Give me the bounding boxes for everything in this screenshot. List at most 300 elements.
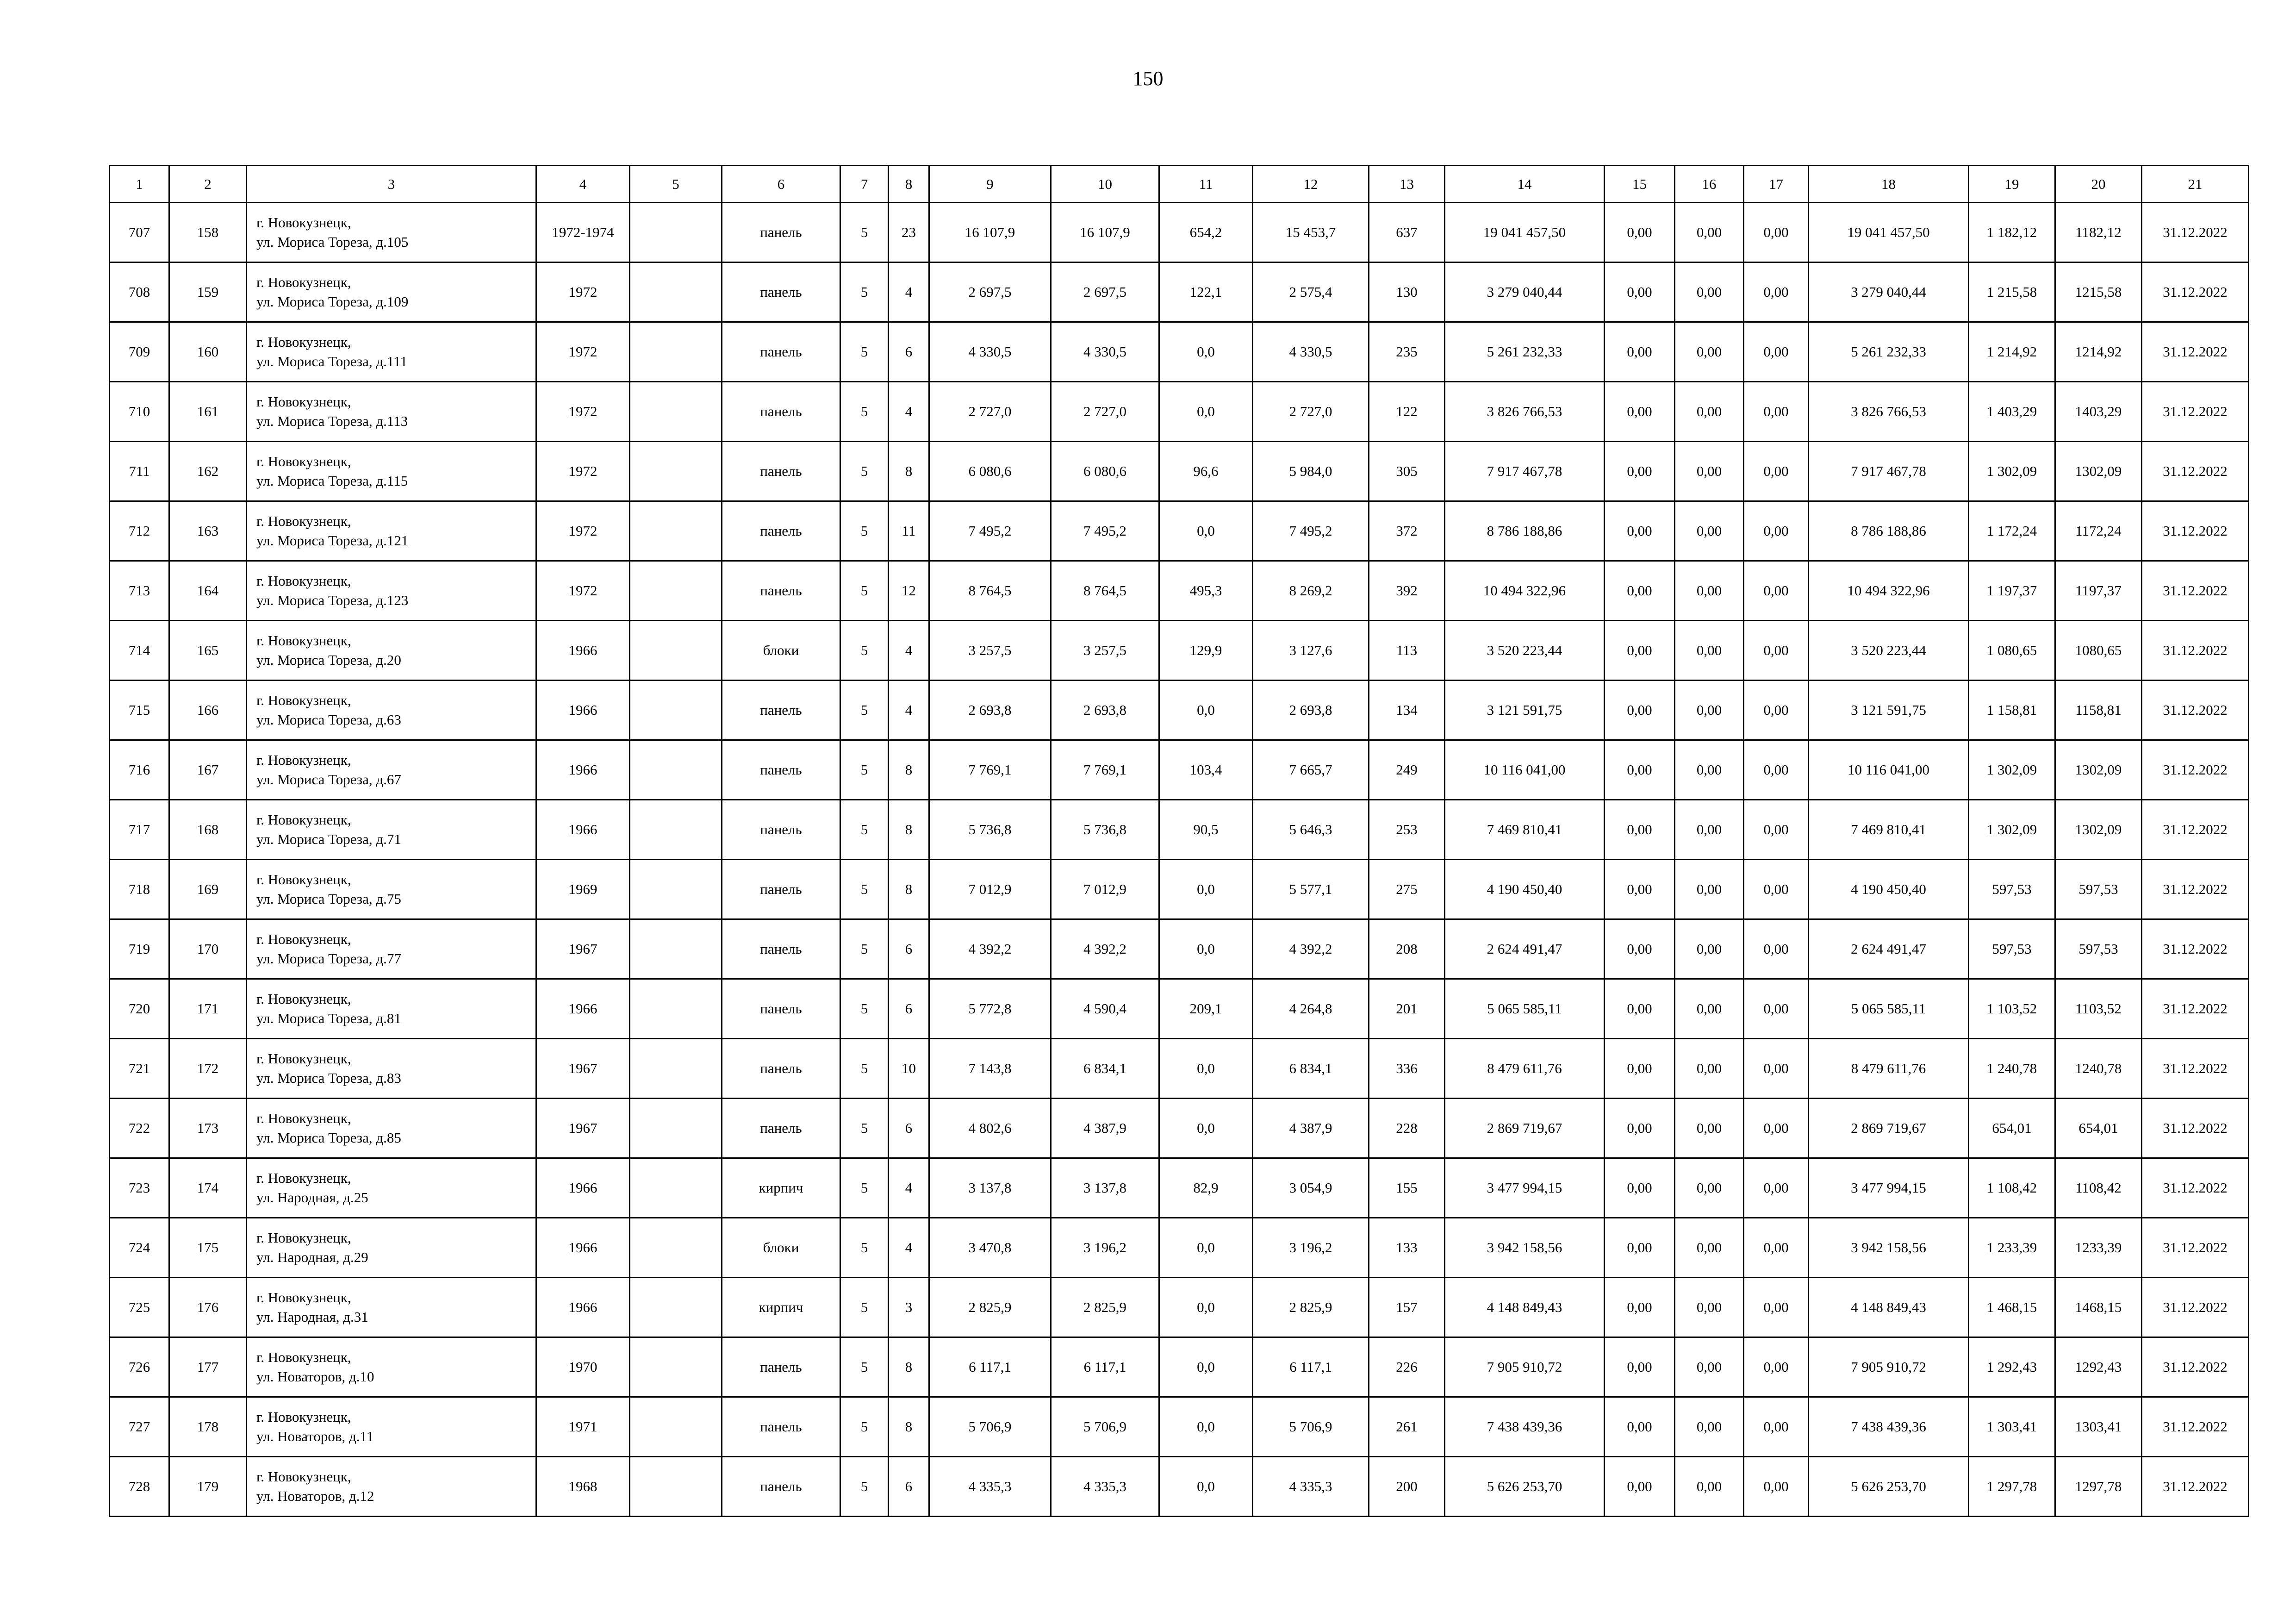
table-cell: 5	[840, 1099, 889, 1158]
address-city: г. Новокузнецк,	[256, 1409, 351, 1425]
table-cell: 0,00	[1605, 382, 1675, 442]
table-cell: 4 335,3	[1253, 1457, 1369, 1517]
table-cell: 1967	[536, 919, 630, 979]
table-cell: 0,00	[1744, 621, 1809, 681]
table-cell: 31.12.2022	[2142, 1397, 2249, 1457]
address-cell	[247, 1039, 536, 1099]
column-header: 16	[1675, 166, 1744, 203]
table-cell: 1 182,12	[1969, 203, 2055, 262]
table-cell: 4 190 450,40	[1445, 860, 1605, 919]
table-cell: 6 117,1	[1051, 1337, 1159, 1397]
table-cell: 1233,39	[2055, 1218, 2142, 1278]
table-cell: 717	[110, 800, 169, 860]
table-cell: 1 302,09	[1969, 800, 2055, 860]
table-row	[110, 1278, 2249, 1337]
table-cell: 3 196,2	[1051, 1218, 1159, 1278]
table-cell: 0,00	[1675, 262, 1744, 322]
table-cell: 7 495,2	[1253, 501, 1369, 561]
address-cell	[247, 262, 536, 322]
table-cell	[630, 1099, 722, 1158]
table-cell: 200	[1369, 1457, 1445, 1517]
table-cell: 3 127,6	[1253, 621, 1369, 681]
table-cell: 4 190 450,40	[1809, 860, 1969, 919]
table-cell	[630, 322, 722, 382]
table-cell: 597,53	[2055, 860, 2142, 919]
table-cell: 0,0	[1159, 1278, 1253, 1337]
table-cell: 4 330,5	[1253, 322, 1369, 382]
table-cell: 6 117,1	[1253, 1337, 1369, 1397]
table-cell: 0,00	[1605, 1218, 1675, 1278]
table-cell: 161	[169, 382, 247, 442]
table-cell: 4 387,9	[1051, 1099, 1159, 1158]
table-cell: 4	[889, 1218, 929, 1278]
table-cell: 0,00	[1605, 1397, 1675, 1457]
table-cell: 5	[840, 681, 889, 740]
table-cell: 10 116 041,00	[1809, 740, 1969, 800]
address-city: г. Новокузнецк,	[256, 1349, 351, 1365]
address-cell	[247, 621, 536, 681]
table-cell: 2 727,0	[929, 382, 1051, 442]
table-cell: 2 697,5	[1051, 262, 1159, 322]
table-cell: 6	[889, 979, 929, 1039]
table-cell: 5	[840, 322, 889, 382]
column-header: 19	[1969, 166, 2055, 203]
column-header: 4	[536, 166, 630, 203]
table-cell: 305	[1369, 442, 1445, 501]
address-cell	[247, 979, 536, 1039]
table-cell: 7 769,1	[929, 740, 1051, 800]
table-cell: блоки	[722, 1218, 840, 1278]
table-cell: 0,0	[1159, 1457, 1253, 1517]
table-cell	[630, 621, 722, 681]
table-cell: 5 736,8	[929, 800, 1051, 860]
table-cell: 162	[169, 442, 247, 501]
table-cell: панель	[722, 860, 840, 919]
table-cell: 1972	[536, 501, 630, 561]
address-cell	[247, 1099, 536, 1158]
table-cell: 5 772,8	[929, 979, 1051, 1039]
table-cell: 0,0	[1159, 382, 1253, 442]
table-cell: 1966	[536, 1218, 630, 1278]
table-row	[110, 1039, 2249, 1099]
table-row	[110, 1158, 2249, 1218]
table-cell: 129,9	[1159, 621, 1253, 681]
table-cell: 0,00	[1675, 322, 1744, 382]
table-row	[110, 561, 2249, 621]
table-cell: 0,0	[1159, 1218, 1253, 1278]
table-cell: 0,00	[1605, 1039, 1675, 1099]
table-cell: 721	[110, 1039, 169, 1099]
table-cell: 249	[1369, 740, 1445, 800]
address-street: ул. Мориса Тореза, д.109	[256, 294, 409, 310]
table-cell: 8	[889, 800, 929, 860]
table-cell: 7 438 439,36	[1445, 1397, 1605, 1457]
table-row	[110, 322, 2249, 382]
header-row	[110, 166, 2249, 203]
table-cell: 0,00	[1675, 1457, 1744, 1517]
table-cell: 7 905 910,72	[1445, 1337, 1605, 1397]
table-cell: 5 261 232,33	[1445, 322, 1605, 382]
table-cell: 708	[110, 262, 169, 322]
table-cell: 2 624 491,47	[1445, 919, 1605, 979]
address-city: г. Новокузнецк,	[256, 334, 351, 350]
table-cell: 720	[110, 979, 169, 1039]
table-cell: 0,0	[1159, 860, 1253, 919]
table-cell: 31.12.2022	[2142, 1278, 2249, 1337]
column-header: 15	[1605, 166, 1675, 203]
table-cell: 209,1	[1159, 979, 1253, 1039]
table-cell: панель	[722, 501, 840, 561]
table-cell: 0,00	[1744, 1397, 1809, 1457]
table-cell: 0,00	[1605, 442, 1675, 501]
table-cell: 5	[840, 561, 889, 621]
table-cell: 31.12.2022	[2142, 979, 2249, 1039]
table-cell: 19 041 457,50	[1809, 203, 1969, 262]
address-street: ул. Мориса Тореза, д.77	[256, 950, 401, 967]
table-cell: 3 257,5	[1051, 621, 1159, 681]
table-cell: 8	[889, 1397, 929, 1457]
table-cell: 2 693,8	[1051, 681, 1159, 740]
table-cell	[630, 382, 722, 442]
table-cell: 169	[169, 860, 247, 919]
table-cell: 5	[840, 1158, 889, 1218]
table-cell	[630, 800, 722, 860]
table-cell: 0,00	[1675, 1397, 1744, 1457]
table-cell: 1 303,41	[1969, 1397, 2055, 1457]
table-cell: 1197,37	[2055, 561, 2142, 621]
table-cell: 7 769,1	[1051, 740, 1159, 800]
table-cell: 7 495,2	[929, 501, 1051, 561]
table-cell: 0,00	[1744, 919, 1809, 979]
table-cell: 0,0	[1159, 1397, 1253, 1457]
table-cell: 3 137,8	[1051, 1158, 1159, 1218]
table-cell: 4 330,5	[1051, 322, 1159, 382]
address-cell	[247, 860, 536, 919]
table-cell: 8 479 611,76	[1809, 1039, 1969, 1099]
table-cell: 1966	[536, 979, 630, 1039]
table-cell: 31.12.2022	[2142, 919, 2249, 979]
address-cell	[247, 1397, 536, 1457]
address-city: г. Новокузнецк,	[256, 752, 351, 768]
table-cell: 31.12.2022	[2142, 1218, 2249, 1278]
address-street: ул. Мориса Тореза, д.67	[256, 771, 401, 787]
table-cell: 160	[169, 322, 247, 382]
address-street: ул. Мориса Тореза, д.85	[256, 1130, 401, 1146]
address-street: ул. Народная, д.25	[256, 1189, 368, 1206]
table-cell: 1 302,09	[1969, 442, 2055, 501]
table-cell: 726	[110, 1337, 169, 1397]
table-cell: 4	[889, 382, 929, 442]
table-cell: 226	[1369, 1337, 1445, 1397]
table-cell: 5	[840, 979, 889, 1039]
table-cell: 15 453,7	[1253, 203, 1369, 262]
table-cell: 0,00	[1744, 800, 1809, 860]
table-cell: 707	[110, 203, 169, 262]
table-cell: 164	[169, 561, 247, 621]
table-cell: 0,0	[1159, 1039, 1253, 1099]
table-cell: 170	[169, 919, 247, 979]
address-street: ул. Мориса Тореза, д.105	[256, 234, 409, 250]
table-cell: панель	[722, 919, 840, 979]
table-cell: 654,2	[1159, 203, 1253, 262]
table-cell: 8 786 188,86	[1445, 501, 1605, 561]
table-cell: панель	[722, 1457, 840, 1517]
table-cell: 725	[110, 1278, 169, 1337]
address-cell	[247, 1158, 536, 1218]
table-cell	[630, 1457, 722, 1517]
table-cell: 0,00	[1744, 979, 1809, 1039]
table-cell: 275	[1369, 860, 1445, 919]
table-cell: 597,53	[1969, 919, 2055, 979]
table-cell: 0,00	[1605, 1278, 1675, 1337]
table-cell: 10 116 041,00	[1445, 740, 1605, 800]
table-cell: 31.12.2022	[2142, 740, 2249, 800]
table-cell	[630, 501, 722, 561]
table-cell: 0,00	[1744, 322, 1809, 382]
table-cell: 1 297,78	[1969, 1457, 2055, 1517]
table-cell: 0,00	[1605, 1337, 1675, 1397]
address-city: г. Новокузнецк,	[256, 453, 351, 469]
column-header: 11	[1159, 166, 1253, 203]
table-cell: 5	[840, 1457, 889, 1517]
address-cell	[247, 1278, 536, 1337]
table-cell: 5 065 585,11	[1445, 979, 1605, 1039]
table-cell: 1969	[536, 860, 630, 919]
table-cell: панель	[722, 442, 840, 501]
address-street: ул. Мориса Тореза, д.115	[256, 473, 408, 489]
table-cell: 122,1	[1159, 262, 1253, 322]
table-cell: 5 646,3	[1253, 800, 1369, 860]
address-cell	[247, 681, 536, 740]
table-row	[110, 203, 2249, 262]
table-cell: 5 706,9	[1051, 1397, 1159, 1457]
table-cell: 1 108,42	[1969, 1158, 2055, 1218]
table-cell: 4 264,8	[1253, 979, 1369, 1039]
table-cell: 1966	[536, 1278, 630, 1337]
table-cell: 0,00	[1675, 1337, 1744, 1397]
table-cell: 5	[840, 919, 889, 979]
table-cell: блоки	[722, 621, 840, 681]
table-cell: 1 468,15	[1969, 1278, 2055, 1337]
table-cell: 5	[840, 382, 889, 442]
table-cell: 3 826 766,53	[1445, 382, 1605, 442]
table-cell: 4 330,5	[929, 322, 1051, 382]
table-cell: панель	[722, 800, 840, 860]
table-cell: кирпич	[722, 1158, 840, 1218]
address-city: г. Новокузнецк,	[256, 632, 351, 649]
table-cell: 1172,24	[2055, 501, 2142, 561]
table-cell: 0,00	[1744, 681, 1809, 740]
table-cell	[630, 442, 722, 501]
page-number: 150	[1132, 67, 1164, 90]
table-cell: 8 786 188,86	[1809, 501, 1969, 561]
table-cell: 16 107,9	[929, 203, 1051, 262]
table-cell: 31.12.2022	[2142, 1039, 2249, 1099]
address-city: г. Новокузнецк,	[256, 573, 351, 589]
table-cell: 0,0	[1159, 322, 1253, 382]
table-cell: 372	[1369, 501, 1445, 561]
address-city: г. Новокузнецк,	[256, 1468, 351, 1485]
table-cell: 7 438 439,36	[1809, 1397, 1969, 1457]
table-cell: 0,00	[1605, 919, 1675, 979]
table-cell: 5	[840, 442, 889, 501]
table-cell: 336	[1369, 1039, 1445, 1099]
table-cell: 1215,58	[2055, 262, 2142, 322]
table-cell: 0,00	[1744, 1218, 1809, 1278]
table-cell: 155	[1369, 1158, 1445, 1218]
table-cell: 5 736,8	[1051, 800, 1159, 860]
table-cell: 5	[840, 860, 889, 919]
table-cell: 0,0	[1159, 681, 1253, 740]
address-city: г. Новокузнецк,	[256, 513, 351, 529]
table-cell: 716	[110, 740, 169, 800]
column-header: 20	[2055, 166, 2142, 203]
table-cell: 0,00	[1605, 1457, 1675, 1517]
address-street: ул. Мориса Тореза, д.121	[256, 532, 409, 549]
address-cell	[247, 1457, 536, 1517]
table-cell: 3 257,5	[929, 621, 1051, 681]
table-cell: 8 269,2	[1253, 561, 1369, 621]
table-cell	[630, 561, 722, 621]
table-cell: 8	[889, 860, 929, 919]
address-city: г. Новокузнецк,	[256, 394, 351, 410]
table-cell: панель	[722, 262, 840, 322]
table-cell: 1970	[536, 1337, 630, 1397]
table-cell: 31.12.2022	[2142, 621, 2249, 681]
table-cell: 0,00	[1675, 1099, 1744, 1158]
table-cell: 2 624 491,47	[1809, 919, 1969, 979]
table-cell: 6	[889, 1457, 929, 1517]
address-city: г. Новокузнецк,	[256, 812, 351, 828]
table-cell: 597,53	[1969, 860, 2055, 919]
address-city: г. Новокузнецк,	[256, 274, 351, 290]
table-cell: 722	[110, 1099, 169, 1158]
address-street: ул. Народная, д.31	[256, 1309, 368, 1325]
table-cell: 1468,15	[2055, 1278, 2142, 1337]
table-cell: 0,00	[1605, 322, 1675, 382]
address-city: г. Новокузнецк,	[256, 991, 351, 1007]
table-cell: 4 148 849,43	[1445, 1278, 1605, 1337]
table-cell: 1966	[536, 1158, 630, 1218]
table-cell: 710	[110, 382, 169, 442]
table-cell: 175	[169, 1218, 247, 1278]
table-cell: 3 196,2	[1253, 1218, 1369, 1278]
address-city: г. Новокузнецк,	[256, 1170, 351, 1186]
table-cell	[630, 740, 722, 800]
table-cell: 0,0	[1159, 501, 1253, 561]
table-cell: 3 279 040,44	[1809, 262, 1969, 322]
table-cell: 7 469 810,41	[1809, 800, 1969, 860]
table-cell: 0,00	[1744, 1337, 1809, 1397]
table-cell: 113	[1369, 621, 1445, 681]
column-header: 2	[169, 166, 247, 203]
table-cell: 173	[169, 1099, 247, 1158]
table-cell: панель	[722, 979, 840, 1039]
table-cell: 31.12.2022	[2142, 561, 2249, 621]
table-cell: 133	[1369, 1218, 1445, 1278]
table-cell: 90,5	[1159, 800, 1253, 860]
table-cell: 5 626 253,70	[1809, 1457, 1969, 1517]
table-cell: 1 172,24	[1969, 501, 2055, 561]
address-cell	[247, 919, 536, 979]
table-cell: панель	[722, 740, 840, 800]
table-cell	[630, 919, 722, 979]
table-cell: 3 942 158,56	[1809, 1218, 1969, 1278]
table-cell: 176	[169, 1278, 247, 1337]
table-cell: 168	[169, 800, 247, 860]
table-cell: 7 495,2	[1051, 501, 1159, 561]
table-cell: 3 520 223,44	[1445, 621, 1605, 681]
table-cell: 5 984,0	[1253, 442, 1369, 501]
table-cell: 1966	[536, 621, 630, 681]
table-cell: 179	[169, 1457, 247, 1517]
table-cell: 1972	[536, 382, 630, 442]
address-city: г. Новокузнецк,	[256, 1230, 351, 1246]
table-cell: 5	[840, 501, 889, 561]
table-cell: 12	[889, 561, 929, 621]
table-cell: 3 121 591,75	[1809, 681, 1969, 740]
table-cell: 1 158,81	[1969, 681, 2055, 740]
table-cell: 158	[169, 203, 247, 262]
table-cell: 0,00	[1744, 262, 1809, 322]
table-cell: 2 869 719,67	[1445, 1099, 1605, 1158]
table-row	[110, 262, 2249, 322]
table-cell: 5 626 253,70	[1445, 1457, 1605, 1517]
table-cell: 2 825,9	[929, 1278, 1051, 1337]
table-cell: 7 905 910,72	[1809, 1337, 1969, 1397]
table-cell: 4	[889, 1158, 929, 1218]
table-cell: 7 012,9	[1051, 860, 1159, 919]
column-header: 3	[247, 166, 536, 203]
table-cell: 8 764,5	[929, 561, 1051, 621]
table-cell: 4 387,9	[1253, 1099, 1369, 1158]
table-cell: панель	[722, 1099, 840, 1158]
table-cell: 724	[110, 1218, 169, 1278]
table-cell: 8	[889, 740, 929, 800]
table-cell: 1 302,09	[1969, 740, 2055, 800]
table-cell: 0,00	[1675, 1158, 1744, 1218]
table-cell: 1297,78	[2055, 1457, 2142, 1517]
table-cell: 0,00	[1605, 621, 1675, 681]
table-cell: 727	[110, 1397, 169, 1457]
table-cell: 8	[889, 442, 929, 501]
column-header: 12	[1253, 166, 1369, 203]
table-cell: 1302,09	[2055, 740, 2142, 800]
table-cell: 31.12.2022	[2142, 262, 2249, 322]
table-cell: 0,00	[1744, 203, 1809, 262]
table-cell: 1182,12	[2055, 203, 2142, 262]
table-cell: 201	[1369, 979, 1445, 1039]
table-cell	[630, 1039, 722, 1099]
table-row	[110, 1099, 2249, 1158]
table-cell: 715	[110, 681, 169, 740]
table-cell: 4 335,3	[1051, 1457, 1159, 1517]
address-street: ул. Мориса Тореза, д.123	[256, 592, 409, 608]
address-street: ул. Новаторов, д.11	[256, 1428, 374, 1444]
table-cell: 0,00	[1605, 203, 1675, 262]
column-header: 9	[929, 166, 1051, 203]
table-cell: 1158,81	[2055, 681, 2142, 740]
table-cell: 0,00	[1744, 1457, 1809, 1517]
table-cell	[630, 681, 722, 740]
table-cell: 1292,43	[2055, 1337, 2142, 1397]
table-cell: 0,00	[1605, 979, 1675, 1039]
address-city: г. Новокузнецк,	[256, 931, 351, 947]
table-cell: 654,01	[1969, 1099, 2055, 1158]
table-cell: 0,0	[1159, 1337, 1253, 1397]
table-cell: 0,00	[1744, 501, 1809, 561]
table-cell: кирпич	[722, 1278, 840, 1337]
